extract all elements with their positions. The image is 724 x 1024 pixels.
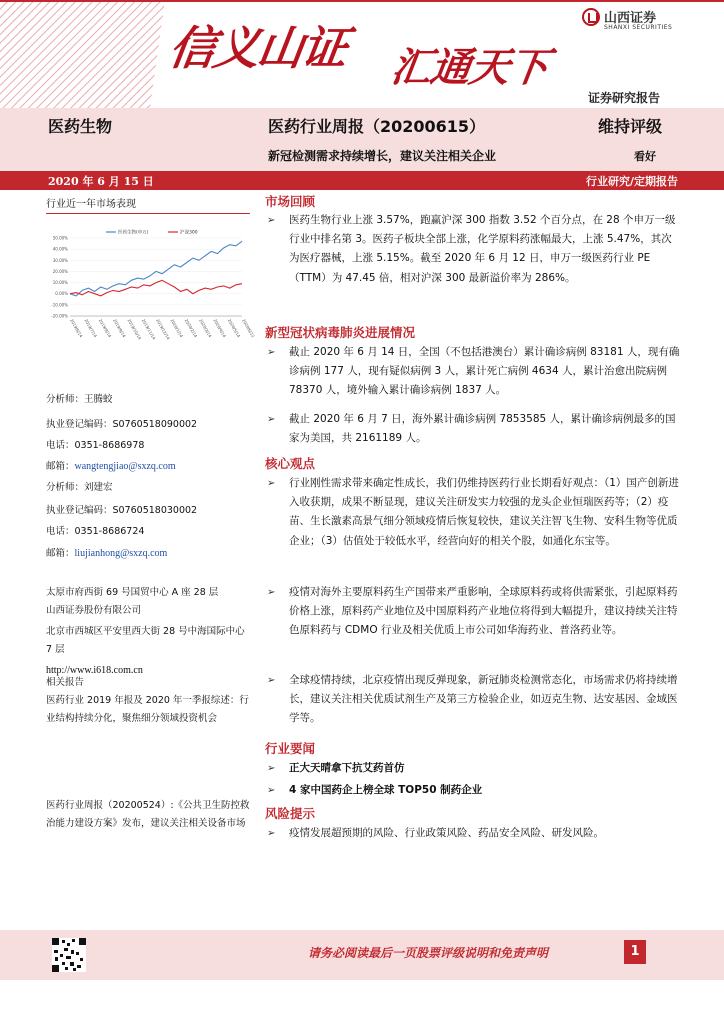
slogan-2: 汇通天下	[388, 44, 551, 91]
page-number: 1	[624, 940, 646, 964]
x-tick-label: 2020/1/14	[169, 318, 185, 339]
logo-mark-icon	[582, 8, 600, 26]
company-logo	[582, 6, 682, 36]
qr-module	[52, 965, 59, 972]
news-text-2[interactable]: 4 家中国药企上榜全球 TOP50 制药企业	[289, 784, 483, 796]
core-bullet-2	[265, 583, 681, 641]
related-report-2[interactable]: 医药行业周报（20200524）:《公共卫生防控救治能力建设方案》发布，建议关注相关设备市场	[46, 800, 250, 829]
core-bullet-3	[265, 671, 681, 729]
x-tick-label: 2020/3/14	[198, 318, 213, 339]
y-tick-label: 20.00%	[52, 268, 68, 274]
analyst-2-email-row	[46, 545, 167, 559]
page-footer	[0, 930, 724, 980]
market-performance-chart	[46, 226, 256, 346]
report-title: 医药行业周报（20200615）	[268, 117, 486, 136]
y-tick-label: 50.00%	[52, 235, 68, 241]
slogan-1: 信义山证	[165, 21, 350, 75]
x-tick-label: 2019/9/14	[112, 318, 127, 339]
news-bullet-2	[265, 781, 681, 800]
report-date: 2020 年 6 月 15 日	[48, 175, 154, 188]
qr-module	[62, 962, 65, 965]
y-tick-label: -10.00%	[51, 302, 68, 308]
section-covid: 新型冠状病毒肺炎进展情况	[265, 325, 416, 340]
market-performance-title: 行业近一年市场表现	[46, 195, 250, 214]
core-text-3: 全球疫情持续，北京疫情出现反弹现象，新冠肺炎检测常态化，市场需求仍将持续增长，建议关注相关优质试剂生产及第三方检验企业，如迈克生物、达安基因、金域医学等。	[289, 674, 678, 725]
qr-module	[67, 943, 70, 946]
bullet-arrow-icon: ➢	[267, 785, 276, 796]
qr-module	[65, 967, 68, 970]
bullet-arrow-icon: ➢	[267, 828, 276, 839]
qr-module	[66, 956, 71, 959]
qr-module	[77, 965, 81, 968]
x-tick-label: 2019/10/14	[126, 318, 143, 341]
qr-module	[72, 939, 75, 942]
core-text-2: 疫情对海外主要原料药生产国带来严重影响，全球原料药或将供需紧张，引起原料药价格上涨，原料药产业地位及中国原料药产业地位将得到大幅提升，建议持续关注特色原料药与 CDMO 行业及相关优质上市公司如华海药业、普洛药业等。	[289, 586, 678, 637]
analyst-2-email-label: 邮箱：	[46, 548, 75, 559]
covid-text-2: 截止 2020 年 6 月 7 日，海外累计确诊病例 7853585 人，累计确诊病例最多的国家为美国，共 2161189 人。	[289, 413, 676, 445]
x-tick-label: 2020/5/14	[226, 318, 242, 339]
header-banner	[0, 0, 724, 108]
report-subtitle: 新冠检测需求持续增长，建议关注相关企业	[268, 149, 497, 163]
y-tick-label: 40.00%	[52, 246, 68, 252]
x-tick-label: 2019/12/14	[155, 318, 171, 341]
risk-bullet-1	[265, 824, 681, 843]
legend-label-1: 医药生物(申万)	[118, 230, 149, 236]
legend-label-2: 沪深300	[180, 230, 198, 236]
qr-module	[79, 938, 86, 945]
analyst-2-email-link[interactable]: liujianhong@sxzq.com	[74, 548, 168, 559]
analyst-2-name: 分析师：刘建宏	[46, 482, 113, 493]
x-tick-label: 2020/6/12	[241, 318, 256, 339]
address-1: 太原市府西街 69 号国贸中心 A 座 28 层	[46, 587, 219, 598]
x-tick-label: 2020/2/14	[183, 318, 199, 339]
bullet-arrow-icon: ➢	[267, 347, 276, 358]
bullet-arrow-icon: ➢	[267, 587, 276, 598]
qr-module	[70, 962, 74, 966]
report-category: 行业研究/定期报告	[585, 175, 678, 188]
analyst-1-email-row	[46, 458, 176, 472]
disclaimer-note[interactable]: 请务必阅读最后一页股票评级说明和免责声明	[308, 946, 549, 960]
report-type: 证券研究报告	[588, 91, 661, 105]
analyst-1-reg: 执业登记编码：S0760518090002	[46, 419, 198, 430]
related-reports-title: 相关报告	[46, 677, 85, 688]
analyst-2-phone: 电话：0351-8686724	[46, 526, 145, 537]
covid-bullet-1	[265, 343, 681, 401]
core-bullet-1	[265, 474, 681, 551]
analyst-1-email-link[interactable]: wangtengjiao@sxzq.com	[74, 461, 176, 472]
related-report-1[interactable]: 医药行业 2019 年报及 2020 年一季报综述：行业结构持续分化，聚焦细分领域投资机会	[46, 695, 249, 724]
section-risk: 风险提示	[265, 806, 316, 821]
section-market-review: 市场回顾	[265, 194, 316, 209]
qr-module	[80, 958, 83, 961]
analyst-1-email-label: 邮箱：	[46, 461, 75, 472]
x-tick-label: 2019/6/14	[69, 318, 84, 339]
bullet-arrow-icon: ➢	[267, 675, 276, 686]
news-bullet-1	[265, 759, 681, 778]
y-tick-label: 10.00%	[52, 280, 68, 286]
qr-module	[73, 968, 76, 971]
qr-module	[71, 950, 74, 954]
x-tick-label: 2020/4/14	[212, 318, 228, 339]
bullet-arrow-icon: ➢	[267, 478, 276, 489]
analyst-1-phone: 电话：0351-8686978	[46, 440, 145, 451]
analyst-1-name: 分析师：王腾蛟	[46, 394, 113, 405]
address-2: 山西证券股份有限公司	[46, 605, 142, 616]
bullet-arrow-icon: ➢	[267, 763, 276, 774]
y-tick-label: -20.00%	[51, 313, 68, 319]
address-block	[46, 584, 250, 680]
rating-label: 维持评级	[598, 117, 663, 136]
y-tick-label: 0.00%	[55, 291, 68, 297]
qr-module	[60, 954, 63, 957]
market-review-text: 医药生物行业上涨 3.57%，跑赢沪深 300 指数 3.52 个百分点，在 28 个申万一级行业中排名第 3。医药子板块全部上涨，化学原料药涨幅最大，上涨 5.47%，其次为医疗器械，上涨 5.15%。截至 2020 年 6 月 12 日，申万一级医药行业 PE（TTM）为 47.45 倍，相对沪深 300 最新溢价率为 286%。	[289, 214, 676, 284]
qr-code-icon	[52, 938, 86, 972]
section-industry-news: 行业要闻	[265, 741, 316, 756]
x-tick-label: 2019/7/14	[83, 318, 99, 339]
qr-module	[64, 948, 68, 951]
title-bar	[0, 108, 724, 171]
x-tick-label: 2019/11/14	[140, 318, 157, 341]
section-core-views: 核心观点	[265, 456, 316, 471]
qr-module	[52, 938, 59, 945]
covid-bullet-2	[265, 410, 681, 448]
market-review-bullet	[265, 211, 681, 288]
website-link[interactable]: http://www.i618.com.cn	[46, 665, 143, 676]
core-text-1: 行业刚性需求带来确定性成长，我们仍维持医药行业长期看好观点：（1）国产创新进入收获期，成果不断显现，建议关注研发实力较强的龙头企业恒瑞医药等；（2）疫苗、生长激素高景气细分领域疫情后恢复较快，建议关注智飞生物、安科生物等优质企业；（3）估值处于较低水平，经营向好的相关个股，如通化东宝等。	[289, 477, 679, 547]
y-tick-label: 30.00%	[52, 257, 68, 263]
qr-module	[76, 952, 79, 955]
analyst-2-reg: 执业登记编码：S0760518030002	[46, 505, 198, 516]
x-tick-label: 2019/8/14	[97, 318, 113, 339]
news-text-1[interactable]: 正大天晴拿下抗艾药首仿	[289, 762, 405, 774]
bullet-arrow-icon: ➢	[267, 414, 276, 425]
qr-module	[54, 950, 58, 953]
logo-cn: 山西证券	[604, 11, 657, 26]
sector-name: 医药生物	[48, 117, 113, 136]
qr-module	[55, 957, 58, 961]
qr-module	[62, 940, 65, 943]
logo-en: SHANXI SECURITIES	[604, 24, 673, 31]
covid-text-1: 截止 2020 年 6 月 14 日，全国（不包括港澳台）累计确诊病例 83181 人，现有确诊病例 177 人，现有疑似病例 3 人，累计死亡病例 4634 人，累计治愈出院病例 78370 人，境外输入累计确诊病例 1837 人。	[289, 346, 680, 397]
risk-text-1: 疫情发展超预期的风险、行业政策风险、药品安全风险、研发风险。	[289, 827, 604, 839]
date-bar	[0, 171, 724, 190]
rating-value: 看好	[634, 150, 656, 163]
bullet-arrow-icon: ➢	[267, 215, 276, 226]
address-3: 北京市西城区平安里西大街 28 号中海国际中心 7 层	[46, 626, 245, 655]
